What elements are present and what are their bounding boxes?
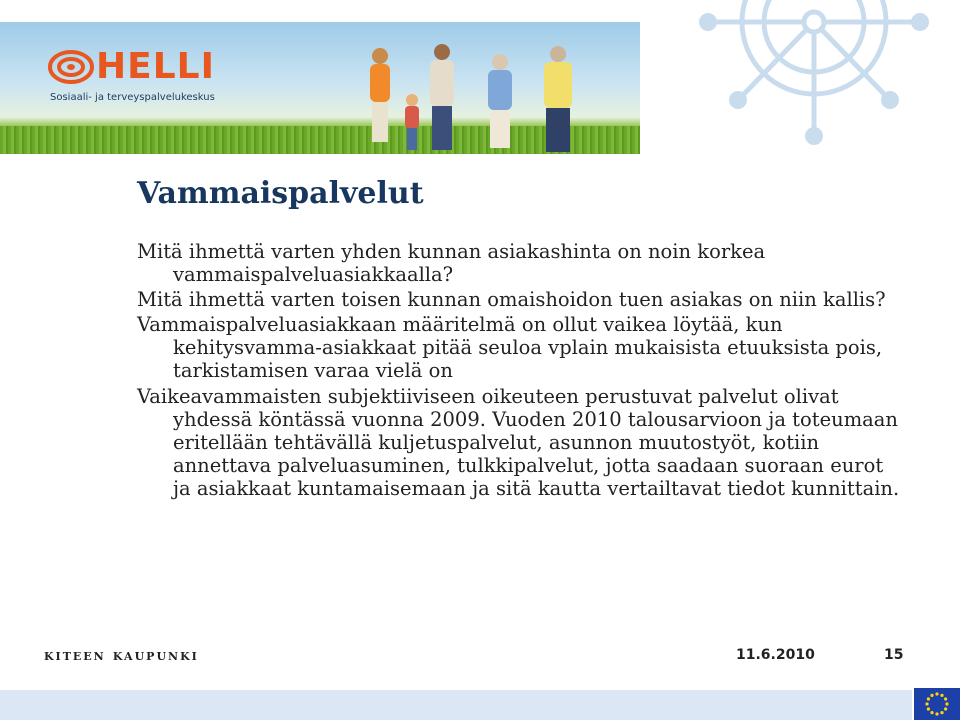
eu-flag-icon <box>914 688 960 720</box>
footer-brand-text: kiteen kaupunki <box>44 646 199 664</box>
logo-subtitle: Sosiaali- ja terveyspalvelukeskus <box>50 92 215 103</box>
slide-body <box>137 240 907 500</box>
slide-title: Vammaispalvelut <box>137 176 424 211</box>
body-paragraph: Vaikeavammaisten subjektiiviseen oikeuteen perustuvat palvelut olivat yhdessä köntässä vuonna 2009. Vuoden 2010 talousarvioon ja toteumaan eritellään tehtävällä kuljetuspalvelut, asunnon muutostyöt, kotiin annettava palveluasuminen, tulkkipalvelut, jotta saadaan suoraan eurot ja asiakkaat kuntamaisemaan ja sitä kautta vertailtavat tiedot kunnittain. <box>137 385 900 500</box>
body-paragraph: Vammaispalveluasiakkaan määritelmä on ollut vaikea löytää, kun kehitysvamma-asiakkaat pitää seuloa vplain mukaisista etuuksista pois, tarkistamisen varaa vielä on <box>137 313 883 382</box>
ship-wheel-watermark-icon <box>694 0 940 150</box>
bottom-bar <box>0 690 912 720</box>
header-banner <box>0 22 640 154</box>
helli-logo-mark-icon <box>48 50 94 84</box>
body-paragraph: Mitä ihmettä varten toisen kunnan omaishoidon tuen asiakas on niin kallis? <box>137 288 886 311</box>
body-paragraph: Mitä ihmettä varten yhden kunnan asiakashinta on noin korkea vammaispalveluasiakkaalla? <box>137 240 766 286</box>
footer-brand <box>44 646 199 664</box>
helli-logo <box>48 46 218 120</box>
footer-date: 11.6.2010 <box>736 647 815 663</box>
logo-wordmark: HELLI <box>96 46 215 87</box>
family-photo <box>350 42 610 154</box>
page-number: 15 <box>884 647 904 663</box>
